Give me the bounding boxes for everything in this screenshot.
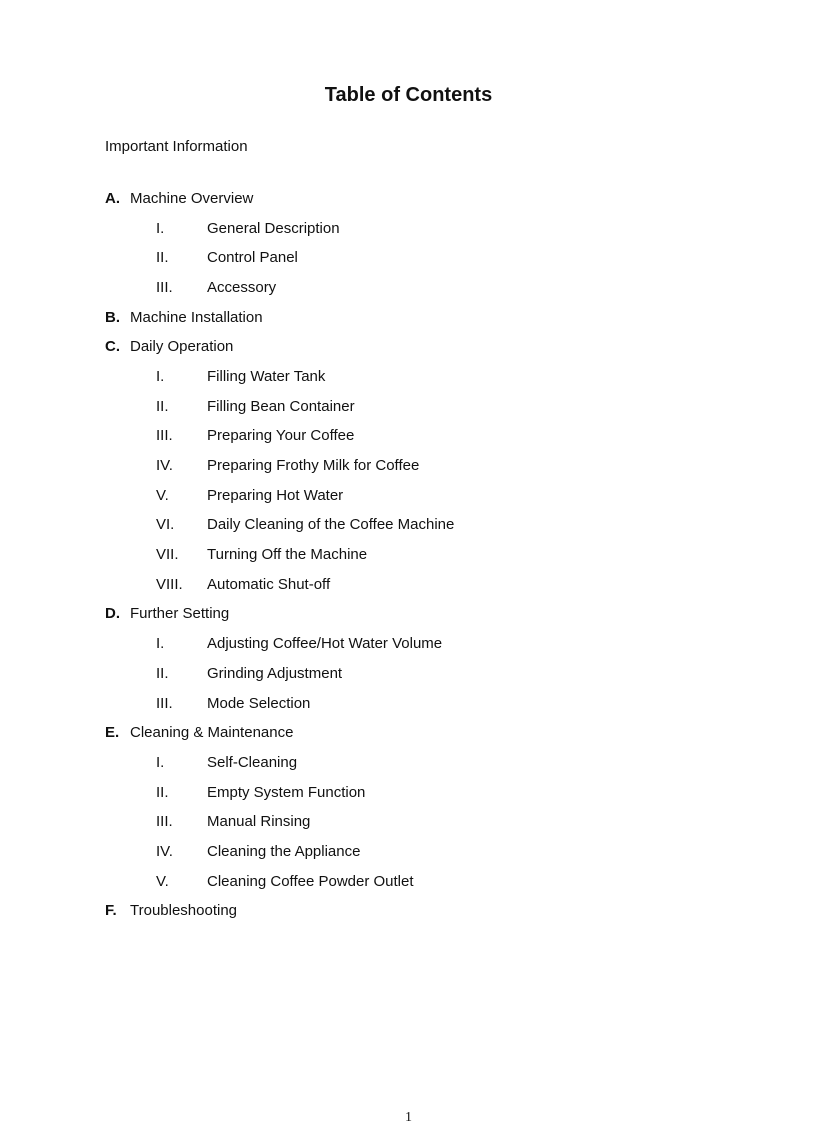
toc-subsection-item [105, 362, 725, 392]
toc-subsection-item [105, 867, 725, 897]
toc-entry-important-information: Important Information [105, 138, 248, 155]
subsection-title: Self-Cleaning [207, 753, 298, 771]
subsection-numeral: VIII. [156, 575, 183, 593]
toc-section-heading [105, 184, 725, 214]
subsection-title: Accessory [207, 278, 277, 296]
subsection-title: Turning Off the Machine [207, 546, 368, 564]
toc-subsection-item [105, 451, 725, 481]
toc-subsection-item [105, 243, 725, 273]
toc-subsection-item [105, 629, 725, 659]
subsection-numeral: III. [156, 813, 173, 831]
toc-subsection-item [105, 392, 725, 422]
section-title: Further Setting [130, 605, 230, 623]
toc-section-heading [105, 303, 725, 333]
section-letter: D. [105, 605, 120, 623]
subsection-numeral: II. [156, 664, 169, 682]
toc-subsection-item [105, 778, 725, 808]
subsection-title: Grinding Adjustment [207, 664, 343, 682]
subsection-title: Cleaning the Appliance [207, 842, 361, 860]
subsection-numeral: V. [156, 486, 169, 504]
toc-subsection-item [105, 748, 725, 778]
section-letter: B. [105, 308, 120, 326]
toc-section-heading [105, 332, 725, 362]
toc-subsection-item [105, 273, 725, 303]
toc-subsection-item [105, 214, 725, 244]
subsection-title: Preparing Your Coffee [207, 427, 355, 445]
section-letter: F. [105, 902, 117, 920]
subsection-title: Filling Water Tank [207, 367, 326, 385]
subsection-numeral: II. [156, 783, 169, 801]
toc-section [105, 600, 725, 719]
subsection-numeral: II. [156, 249, 169, 267]
subsection-numeral: I. [156, 635, 165, 653]
subsection-title: Daily Cleaning of the Coffee Machine [207, 516, 455, 534]
toc-subsection-item [105, 570, 725, 600]
section-title: Daily Operation [130, 338, 234, 356]
toc-subsection-item [105, 659, 725, 689]
section-title: Troubleshooting [130, 902, 238, 920]
subsection-numeral: VII. [156, 546, 179, 564]
subsection-title: Mode Selection [207, 694, 311, 712]
subsection-numeral: II. [156, 397, 169, 415]
toc-section-heading [105, 897, 725, 927]
toc-subsection-list [105, 362, 725, 600]
toc-subsection-list [105, 748, 725, 896]
toc-subsection-item [105, 689, 725, 719]
subsection-title: Preparing Frothy Milk for Coffee [207, 457, 420, 475]
section-title: Cleaning & Maintenance [130, 724, 294, 742]
section-letter: C. [105, 338, 120, 356]
subsection-numeral: III. [156, 278, 173, 296]
toc-section-heading [105, 600, 725, 630]
toc-section [105, 184, 725, 303]
subsection-title: Preparing Hot Water [207, 486, 344, 504]
toc-subsection-item [105, 511, 725, 541]
toc-section-heading [105, 718, 725, 748]
subsection-numeral: I. [156, 367, 165, 385]
toc-subsection-item [105, 540, 725, 570]
subsection-title: Cleaning Coffee Powder Outlet [207, 872, 414, 890]
subsection-title: General Description [207, 219, 340, 237]
toc-list [105, 184, 725, 926]
page-title: Table of Contents [324, 84, 493, 106]
subsection-numeral: I. [156, 219, 165, 237]
toc-subsection-item [105, 481, 725, 511]
subsection-numeral: III. [156, 427, 173, 445]
section-letter: A. [105, 189, 120, 207]
toc-section [105, 897, 725, 927]
subsection-title: Manual Rinsing [207, 813, 311, 831]
toc-section [105, 303, 725, 333]
toc-section [105, 718, 725, 896]
toc-subsection-list [105, 629, 725, 718]
subsection-title: Automatic Shut-off [207, 575, 331, 593]
subsection-title: Empty System Function [207, 783, 366, 801]
subsection-title: Filling Bean Container [207, 397, 355, 415]
subsection-numeral: I. [156, 753, 165, 771]
toc-subsection-item [105, 422, 725, 452]
page-number: 1 [405, 1110, 412, 1125]
subsection-numeral: III. [156, 694, 173, 712]
subsection-numeral: V. [156, 872, 169, 890]
section-title: Machine Overview [130, 189, 254, 207]
toc-subsection-item [105, 837, 725, 867]
toc-subsection-item [105, 807, 725, 837]
subsection-title: Adjusting Coffee/Hot Water Volume [207, 635, 443, 653]
section-title: Machine Installation [130, 308, 263, 326]
toc-section [105, 332, 725, 599]
subsection-numeral: IV. [156, 457, 173, 475]
section-letter: E. [105, 724, 120, 742]
subsection-title: Control Panel [207, 249, 298, 267]
toc-subsection-list [105, 214, 725, 303]
subsection-numeral: IV. [156, 842, 173, 860]
subsection-numeral: VI. [156, 516, 175, 534]
